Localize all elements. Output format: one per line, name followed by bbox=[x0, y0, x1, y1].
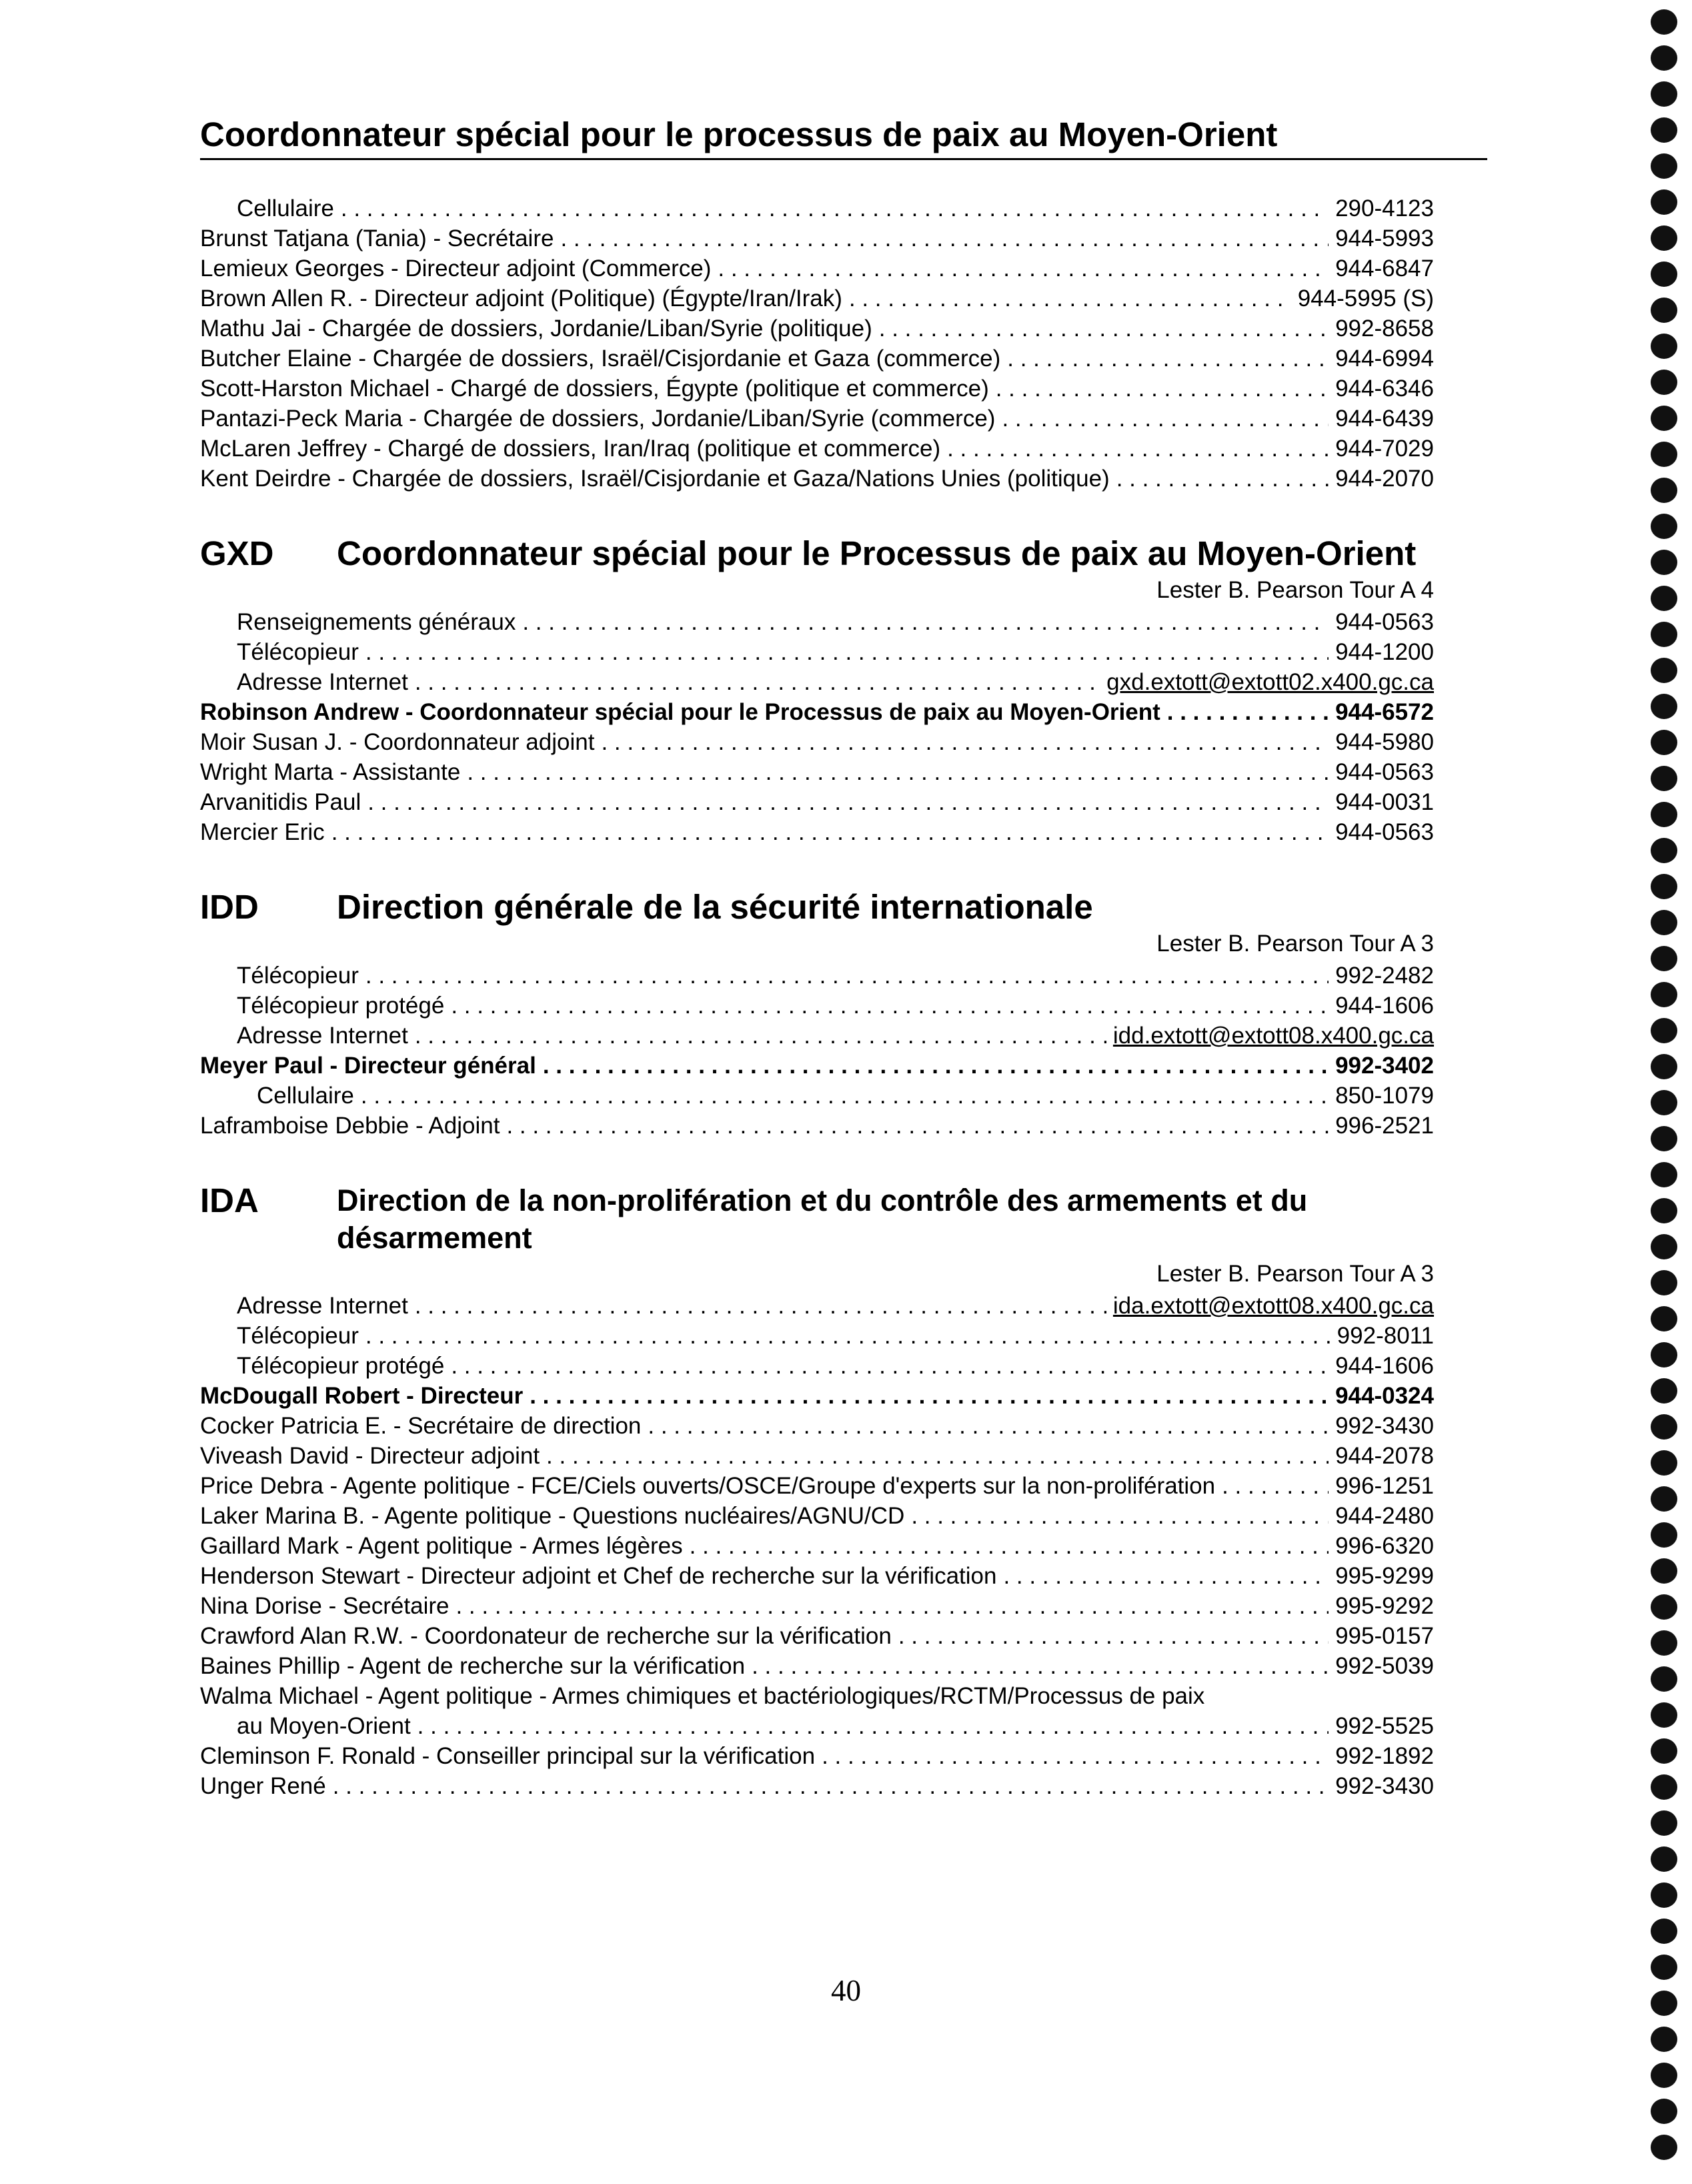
list-item: Mathu Jai - Chargée de dossiers, Jordanie/Liban/Syrie (politique) . . . 992-8658 bbox=[200, 314, 1434, 344]
page-title: Coordonnateur spécial pour le processus de paix au Moyen-Orient bbox=[200, 115, 1487, 160]
binding-hole bbox=[1651, 1054, 1677, 1079]
list-item: Télécopieur . . . 992-2482 bbox=[237, 961, 1434, 991]
binding-hole bbox=[1651, 1666, 1677, 1692]
binding-hole bbox=[1651, 9, 1677, 35]
list-item: Crawford Alan R.W. - Coordonateur de recherche sur la vérification . . . 995-0157 bbox=[200, 1621, 1434, 1652]
binding-hole bbox=[1651, 1774, 1677, 1800]
binding-hole bbox=[1651, 1414, 1677, 1440]
section-code-ida: IDA bbox=[200, 1181, 259, 1219]
list-item: Télécopieur . . . 944-1200 bbox=[237, 637, 1434, 668]
list-item: Brown Allen R. - Directeur adjoint (Politique) (Égypte/Iran/Irak) . . . 944-5995 (S) bbox=[200, 284, 1434, 314]
binding-hole bbox=[1651, 1522, 1677, 1548]
binding-hole bbox=[1651, 334, 1677, 359]
list-item: Nina Dorise - Secrétaire . . . 995-9292 bbox=[200, 1591, 1434, 1622]
section-code-gxd: GXD bbox=[200, 534, 274, 572]
binding-hole bbox=[1651, 766, 1677, 791]
binding-hole bbox=[1651, 2099, 1677, 2124]
binding-hole bbox=[1651, 1018, 1677, 1043]
list-item: McLaren Jeffrey - Chargé de dossiers, Iran/Iraq (politique et commerce) . . . 944-7029 bbox=[200, 434, 1434, 464]
list-item: Wright Marta - Assistante . . . 944-0563 bbox=[200, 757, 1434, 788]
binding-hole bbox=[1651, 1234, 1677, 1259]
binding-hole bbox=[1651, 1991, 1677, 2016]
list-item: Adresse Internet . . . idd.extott@extott08.x400.gc.ca bbox=[237, 1021, 1434, 1051]
binding-hole bbox=[1651, 370, 1677, 395]
binding-hole bbox=[1651, 1342, 1677, 1368]
binding-hole bbox=[1651, 586, 1677, 611]
location-gxd: Lester B. Pearson Tour A 4 bbox=[1156, 577, 1434, 603]
binding-hole bbox=[1651, 45, 1677, 71]
binding-hole bbox=[1651, 1810, 1677, 1836]
binding-hole bbox=[1651, 1270, 1677, 1295]
list-item-text: Walma Michael - Agent politique - Armes chimiques et bactériologiques/RCTM/Processus de paix bbox=[200, 1683, 1205, 1709]
binding-hole bbox=[1651, 2027, 1677, 2052]
list-item: Price Debra - Agente politique - FCE/Ciels ouverts/OSCE/Groupe d'experts sur la non-prolifération . . . 996-1251 bbox=[200, 1471, 1434, 1502]
binding-hole bbox=[1651, 514, 1677, 539]
binding-hole bbox=[1651, 550, 1677, 575]
binding-hole bbox=[1651, 1126, 1677, 1151]
binding-hole bbox=[1651, 2063, 1677, 2088]
list-item: Télécopieur . . . 992-8011 bbox=[237, 1321, 1434, 1351]
section-title-idd: Direction générale de la sécurité internationale bbox=[337, 888, 1093, 926]
page-number: 40 bbox=[831, 1974, 861, 2007]
section-title-gxd: Coordonnateur spécial pour le Processus de paix au Moyen-Orient bbox=[337, 534, 1417, 572]
email-link[interactable]: ida.extott@extott08.x400.gc.ca bbox=[1112, 1293, 1434, 1319]
section-code-idd: IDD bbox=[200, 888, 259, 926]
binding-hole bbox=[1651, 1594, 1677, 1620]
list-item: Lemieux Georges - Directeur adjoint (Commerce) . . . 944-6847 bbox=[200, 253, 1434, 284]
binding-hole bbox=[1651, 406, 1677, 431]
binding-hole bbox=[1651, 1450, 1677, 1476]
list-item: Butcher Elaine - Chargée de dossiers, Israël/Cisjordanie et Gaza (commerce) . . . 944-6994 bbox=[200, 344, 1434, 374]
list-item: Adresse Internet . . . ida.extott@extott08.x400.gc.ca bbox=[237, 1291, 1434, 1321]
binding-hole bbox=[1651, 910, 1677, 935]
binding-hole bbox=[1651, 478, 1677, 503]
binding-hole bbox=[1651, 1306, 1677, 1331]
list-item: au Moyen-Orient . . . 992-5525 bbox=[237, 1711, 1434, 1742]
binding-hole bbox=[1651, 658, 1677, 683]
binding-hole bbox=[1651, 1882, 1677, 1908]
binding-hole bbox=[1651, 1558, 1677, 1584]
list-item: Scott-Harston Michael - Chargé de dossiers, Égypte (politique et commerce) . . . 944-6346 bbox=[200, 374, 1434, 404]
binding-hole bbox=[1651, 189, 1677, 215]
binding-hole bbox=[1651, 838, 1677, 863]
binding-hole bbox=[1651, 694, 1677, 719]
binding-holes bbox=[1651, 9, 1680, 2177]
list-item: Renseignements généraux . . . 944-0563 bbox=[237, 607, 1434, 638]
list-item: Cellulaire . . . 850-1079 bbox=[257, 1081, 1434, 1111]
binding-hole bbox=[1651, 1955, 1677, 1980]
list-item: Moir Susan J. - Coordonnateur adjoint . . . 944-5980 bbox=[200, 727, 1434, 758]
binding-hole bbox=[1651, 117, 1677, 143]
binding-hole bbox=[1651, 1919, 1677, 1944]
list-item: Brunst Tatjana (Tania) - Secrétaire . . . 944-5993 bbox=[200, 223, 1434, 254]
location-ida: Lester B. Pearson Tour A 3 bbox=[1156, 1261, 1434, 1287]
binding-hole bbox=[1651, 622, 1677, 647]
binding-hole bbox=[1651, 81, 1677, 107]
binding-hole bbox=[1651, 1378, 1677, 1404]
list-item: Cellulaire . . . 290-4123 bbox=[237, 193, 1434, 224]
binding-hole bbox=[1651, 874, 1677, 899]
binding-hole bbox=[1651, 1090, 1677, 1115]
binding-hole bbox=[1651, 1846, 1677, 1872]
binding-hole bbox=[1651, 802, 1677, 827]
list-item: Gaillard Mark - Agent politique - Armes légères . . . 996-6320 bbox=[200, 1531, 1434, 1562]
binding-hole bbox=[1651, 1198, 1677, 1223]
binding-hole bbox=[1651, 1738, 1677, 1764]
list-item: Laker Marina B. - Agente politique - Questions nucléaires/AGNU/CD . . . 944-2480 bbox=[200, 1501, 1434, 1532]
binding-hole bbox=[1651, 982, 1677, 1007]
location-idd: Lester B. Pearson Tour A 3 bbox=[1156, 931, 1434, 957]
binding-hole bbox=[1651, 298, 1677, 323]
list-item: Baines Phillip - Agent de recherche sur la vérification . . . 992-5039 bbox=[200, 1651, 1434, 1682]
binding-hole bbox=[1651, 1630, 1677, 1656]
list-item: Henderson Stewart - Directeur adjoint et Chef de recherche sur la vérification . . . 995-9299 bbox=[200, 1561, 1434, 1592]
binding-hole bbox=[1651, 153, 1677, 179]
binding-hole bbox=[1651, 2135, 1677, 2160]
list-item: Cleminson F. Ronald - Conseiller principal sur la vérification . . . 992-1892 bbox=[200, 1741, 1434, 1772]
list-item: Unger René . . . 992-3430 bbox=[200, 1771, 1434, 1802]
list-item: Télécopieur protégé . . . 944-1606 bbox=[237, 991, 1434, 1021]
list-item: Laframboise Debbie - Adjoint . . . 996-2521 bbox=[200, 1111, 1434, 1141]
list-item: Kent Deirdre - Chargée de dossiers, Israël/Cisjordanie et Gaza/Nations Unies (politique) . . . 944-2070 bbox=[200, 464, 1434, 494]
list-item: Mercier Eric . . . 944-0563 bbox=[200, 817, 1434, 848]
binding-hole bbox=[1651, 1162, 1677, 1187]
binding-hole bbox=[1651, 730, 1677, 755]
binding-hole bbox=[1651, 225, 1677, 251]
list-item: Robinson Andrew - Coordonnateur spécial pour le Processus de paix au Moyen-Orient . . . 944-6572 bbox=[200, 697, 1434, 728]
email-link[interactable]: idd.extott@extott08.x400.gc.ca bbox=[1112, 1023, 1434, 1049]
email-link[interactable]: gxd.extott@extott02.x400.gc.ca bbox=[1106, 669, 1434, 695]
list-item: Adresse Internet . . . gxd.extott@extott02.x400.gc.ca bbox=[237, 667, 1434, 698]
list-item: Arvanitidis Paul . . . 944-0031 bbox=[200, 787, 1434, 818]
list-item: McDougall Robert - Directeur . . . 944-0324 bbox=[200, 1381, 1434, 1412]
binding-hole bbox=[1651, 1702, 1677, 1728]
list-item: Pantazi-Peck Maria - Chargée de dossiers, Jordanie/Liban/Syrie (commerce) . . . 944-6439 bbox=[200, 404, 1434, 434]
binding-hole bbox=[1651, 261, 1677, 287]
binding-hole bbox=[1651, 1486, 1677, 1512]
binding-hole bbox=[1651, 946, 1677, 971]
list-item: Meyer Paul - Directeur général . . . 992-3402 bbox=[200, 1051, 1434, 1081]
list-item: Viveash David - Directeur adjoint . . . 944-2078 bbox=[200, 1441, 1434, 1472]
list-item: Télécopieur protégé . . . 944-1606 bbox=[237, 1351, 1434, 1382]
list-item: Cocker Patricia E. - Secrétaire de direction . . . 992-3430 bbox=[200, 1411, 1434, 1442]
binding-hole bbox=[1651, 442, 1677, 467]
section-title-ida: Direction de la non-prolifération et du contrôle des armements et du désarmement bbox=[337, 1183, 1308, 1255]
